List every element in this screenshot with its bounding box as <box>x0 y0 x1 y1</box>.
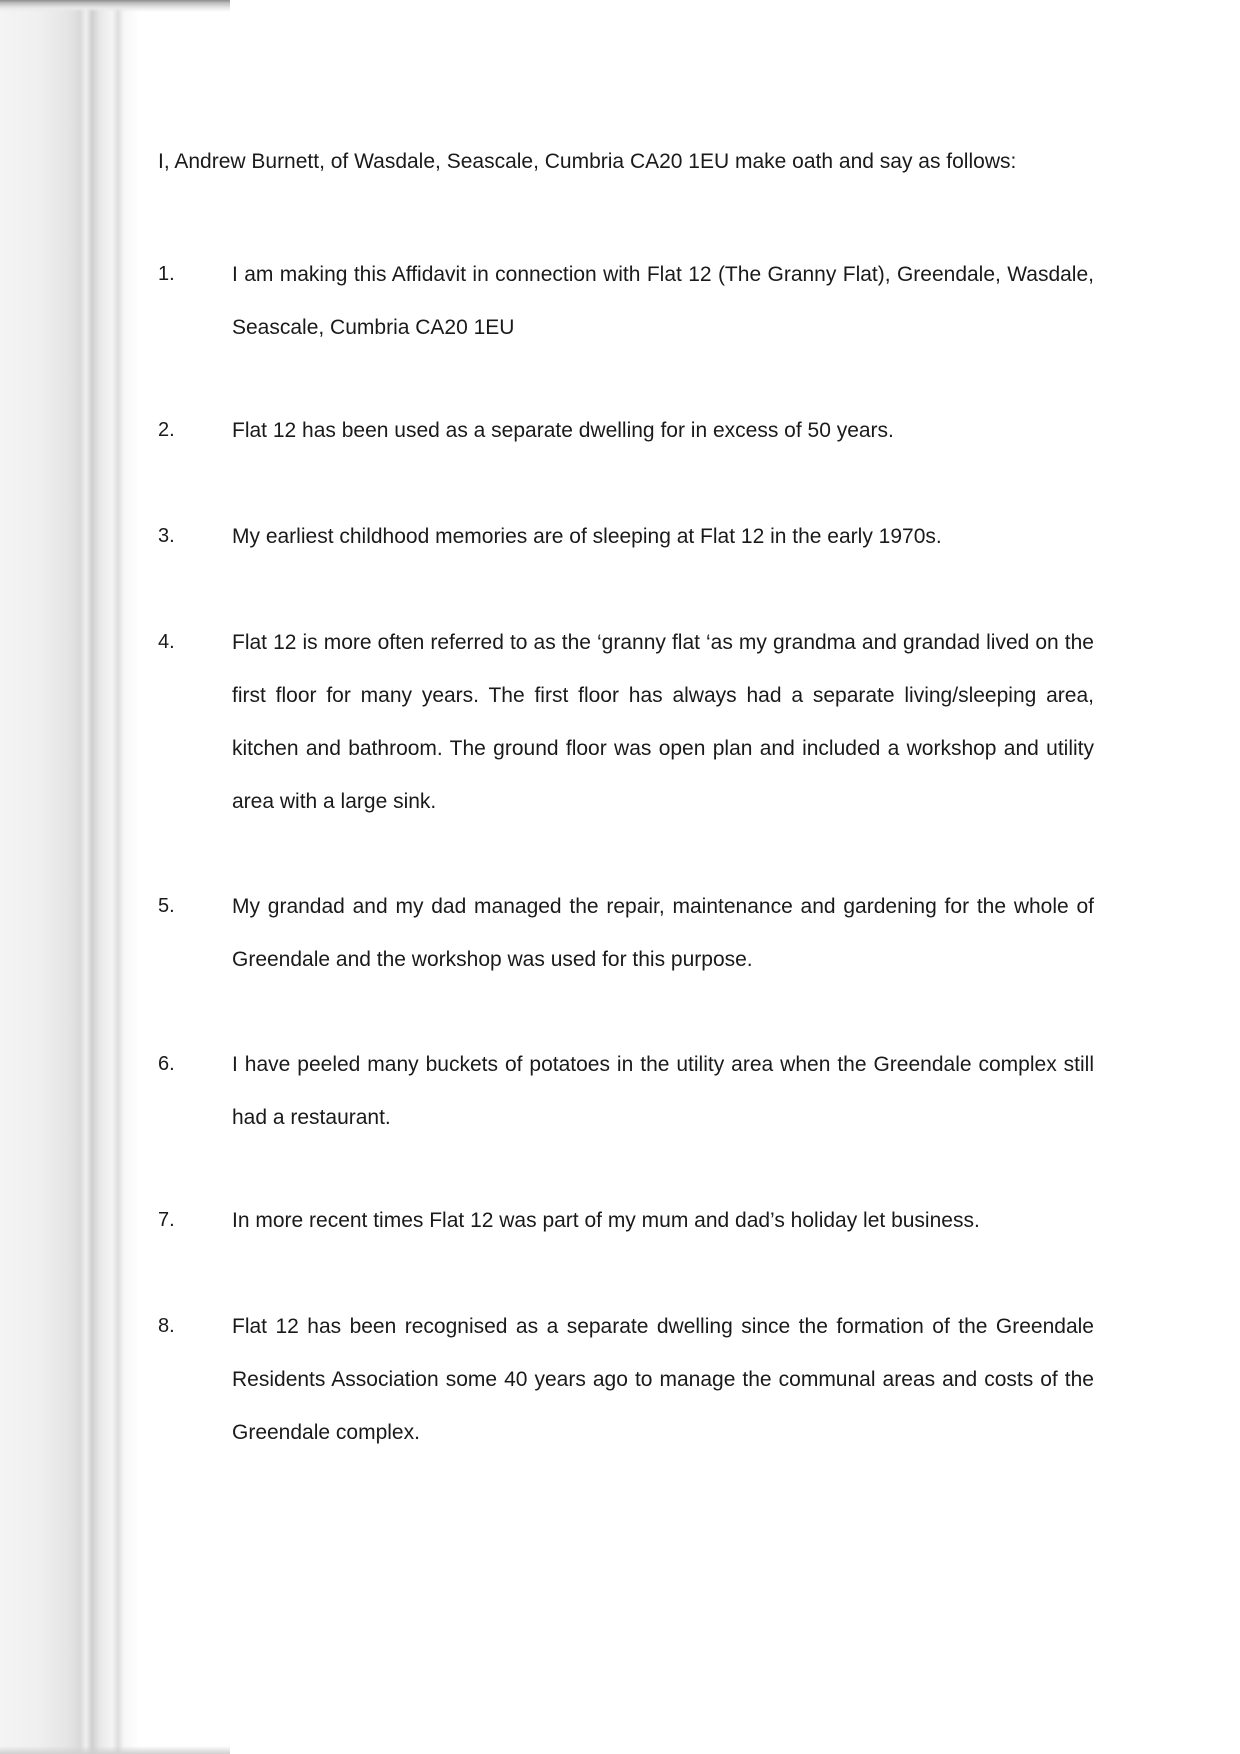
paragraph-text: My earliest childhood memories are of sleeping at Flat 12 in the early 1970s. <box>232 525 942 548</box>
paragraph-text: My grandad and my dad managed the repair, maintenance and gardening for the whole of Greendale and the workshop was used for this purpose. <box>232 895 1094 971</box>
paragraph-text: Flat 12 is more often referred to as the ‘granny flat ‘as my grandma and grandad lived on the first floor for many years. The first floor has always had a separate living/sleeping area, kitchen and bathroom. The ground floor was open plan and included a workshop and utility area with a large sink. <box>232 631 1094 813</box>
paragraph-text: I have peeled many buckets of potatoes in the utility area when the Greendale complex still had a restaurant. <box>232 1053 1094 1129</box>
paragraph-number: 5. <box>158 895 175 917</box>
affidavit-intro: I, Andrew Burnett, of Wasdale, Seascale, Cumbria CA20 1EU make oath and say as follows: <box>158 150 1017 173</box>
paragraph-text: I am making this Affidavit in connection with Flat 12 (The Granny Flat), Greendale, Wasdale, Seascale, Cumbria CA20 1EU <box>232 263 1094 339</box>
scan-binding-shadow <box>0 0 140 1754</box>
paragraph-text: Flat 12 has been recognised as a separate dwelling since the formation of the Greendale Residents Association some 40 years ago to manage the communal areas and costs of the Greendale complex. <box>232 1315 1094 1444</box>
paragraph-number: 1. <box>158 263 175 285</box>
paragraph-text: Flat 12 has been used as a separate dwelling for in excess of 50 years. <box>232 419 894 442</box>
paragraph-number: 4. <box>158 631 175 653</box>
paragraph-number: 3. <box>158 525 175 547</box>
paragraph-number: 8. <box>158 1315 175 1337</box>
paragraph-number: 6. <box>158 1053 175 1075</box>
scan-binding-bottom-edge <box>0 1746 230 1754</box>
paragraph-number: 7. <box>158 1209 175 1231</box>
paragraph-text: In more recent times Flat 12 was part of my mum and dad’s holiday let business. <box>232 1209 980 1232</box>
paragraph-number: 2. <box>158 419 175 441</box>
scan-binding-top-edge <box>0 0 230 12</box>
